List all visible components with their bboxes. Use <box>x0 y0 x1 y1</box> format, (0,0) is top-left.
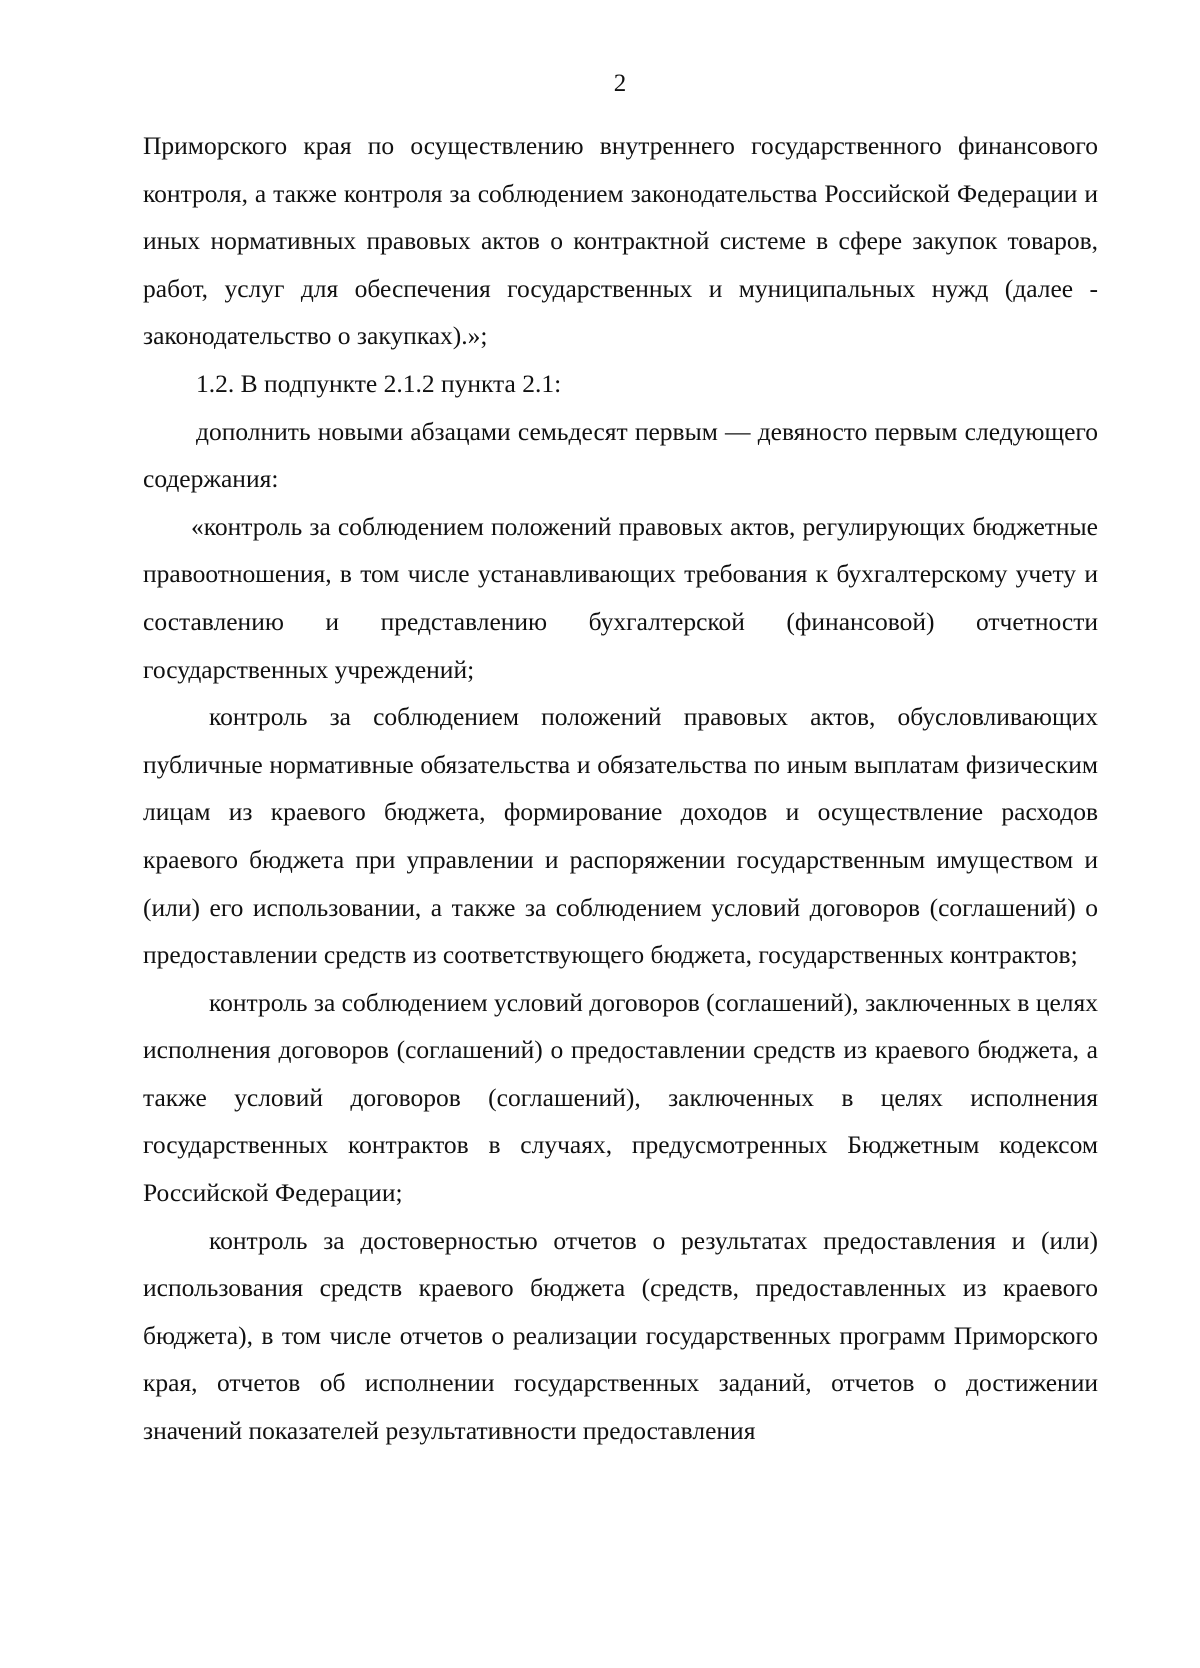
paragraph-control-obligations: контроль за соблюдением положений правовых актов, обусловливающих публичные нормативные обязательства и обязательства по иным выплатам физическим лицам из краевого бюджета, формирование доходов и осуществление расходов краевого бюджета при управлении и распоряжении государственным имуществом и (или) его использовании, а также за соблюдением условий договоров (соглашений) о предоставлении средств из соответствующего бюджета, государственных контрактов; <box>143 702 1098 970</box>
paragraph-continuation: Приморского края по осуществлению внутреннего государственного финансового контроля, а также контроля за соблюдением законодательства Российской Федерации и иных нормативных правовых актов о контрактной системе в сфере закупок товаров, работ, услуг для обеспечения государственных и муниципальных нужд (далее - законодательство о закупках).»; <box>143 131 1098 351</box>
paragraph-subpoint-heading: 1.2. В подпункте 2.1.2 пункта 2.1: <box>196 368 562 398</box>
paragraph-control-agreements: контроль за соблюдением условий договоров (соглашений), заключенных в целях исполнения договоров (соглашений) о предоставлении средств из краевого бюджета, а также условий договоров (соглашений), заключенных в целях исполнения государственных контрактов в случаях, предусмотренных Бюджетным кодексом Российской Федерации; <box>143 987 1098 1208</box>
page-number: 2 <box>613 70 627 97</box>
paragraph-amendment-intro: дополнить новыми абзацами семьдесят первым — девяносто первым следующего содержания: <box>143 416 1098 494</box>
document-body <box>143 122 1098 1455</box>
paragraph-control-reports: контроль за достоверностью отчетов о результатах предоставления и (или) использования средств краевого бюджета (средств, предоставленных из краевого бюджета), в том числе отчетов о реализации государственных программ Приморского края, отчетов об исполнении государственных заданий, отчетов о достижении значений показателей результативности предоставления <box>143 1225 1098 1446</box>
paragraph-control-accounting: «контроль за соблюдением положений правовых актов, регулирующих бюджетные правоотношения, в том числе устанавливающих требования к бухгалтерскому учету и составлению и представлению бухгалтерской (финансовой) отчетности государственных учреждений; <box>143 511 1098 684</box>
